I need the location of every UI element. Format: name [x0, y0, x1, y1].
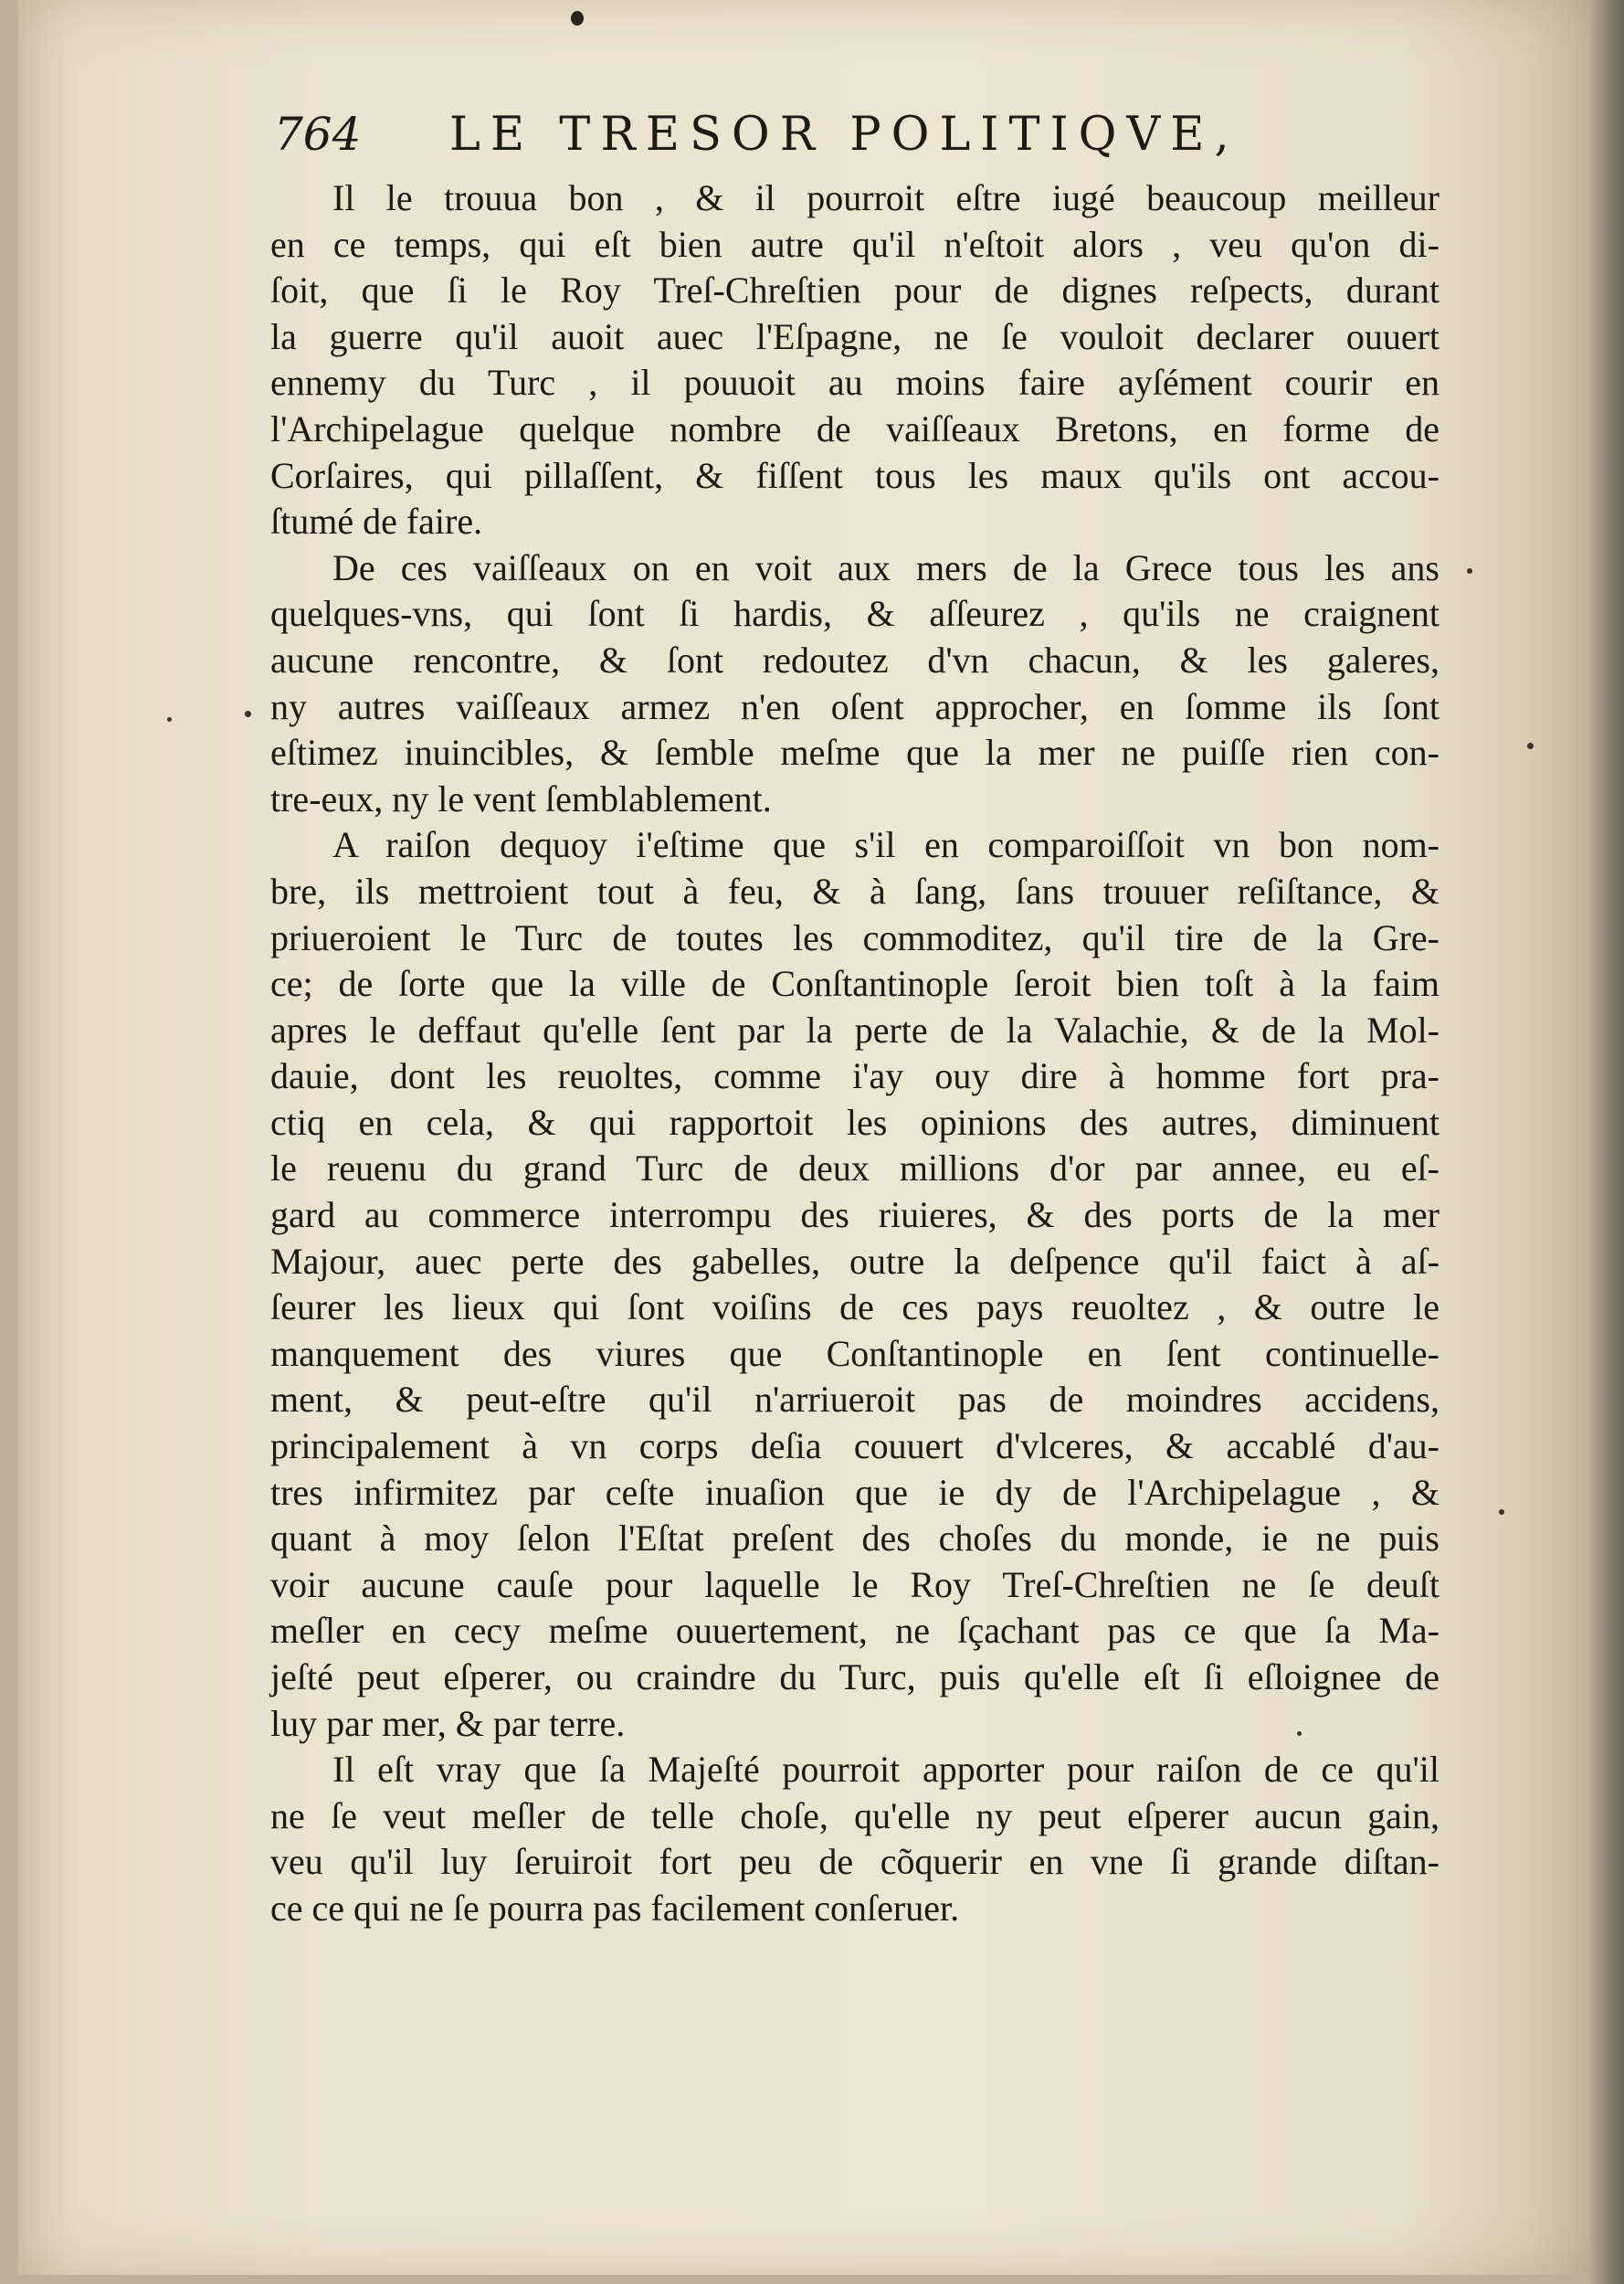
- text-line: ennemy du Turc , il pouuoit au moins faire ayſément courir en: [270, 362, 1439, 404]
- text-line: ce; de ſorte que la ville de Conſtantinople ſeroit bien toſt à la faim: [270, 963, 1439, 1005]
- text-line: luy par mer, & par terre.: [270, 1702, 626, 1744]
- text-line: ment, & peut-eſtre qu'il n'arriueroit pas de moindres accidens,: [270, 1379, 1439, 1421]
- text-line: quant à moy ſelon l'Eſtat preſent des choſes du monde, ie ne puis: [270, 1517, 1439, 1560]
- text-line: jeſté peut eſperer, ou craindre du Turc, puis qu'elle eſt ſi eſloignee de: [270, 1656, 1439, 1697]
- ink-speck: [167, 717, 172, 722]
- book-gutter-edge: [1589, 0, 1624, 2284]
- text-line: ctiq en cela, & qui rapportoit les opinions des autres, diminuent: [270, 1101, 1439, 1143]
- text-line: l'Archipelague quelque nombre de vaiſſeaux Bretons, en forme de: [270, 407, 1439, 449]
- text-line: ne ſe veut meſler de telle choſe, qu'elle ny peut eſperer aucun gain,: [270, 1794, 1439, 1836]
- ink-speck: [245, 711, 251, 717]
- paragraph: [270, 822, 1439, 1747]
- text-line: veu qu'il luy ſeruiroit fort peu de cõquerir en vne ſi grande diſtan-: [270, 1841, 1439, 1883]
- text-line: le reuenu du grand Turc de deux millions d'or par annee, eu eſ-: [270, 1147, 1439, 1190]
- paragraph: [270, 175, 1439, 545]
- text-line: quelques-vns, qui ſont ſi hardis, & aſſeurez , qu'ils ne craignent: [270, 593, 1439, 635]
- text-line: Il le trouua bon , & il pourroit eſtre iugé beaucoup meilleur: [332, 177, 1439, 218]
- text-line: A raiſon dequoy i'eſtime que s'il en comparoiſſoit vn bon nom-: [332, 824, 1439, 866]
- text-line: ſtumé de faire.: [270, 501, 483, 543]
- text-line: en ce temps, qui eſt bien autre qu'il n'eſtoit alors , veu qu'on di-: [270, 223, 1439, 265]
- text-line: voir aucune cauſe pour laquelle le Roy Treſ-Chreſtien ne ſe deuſt: [270, 1563, 1439, 1605]
- text-line: aucune rencontre, & ſont redoutez d'vn chacun, & les galeres,: [270, 639, 1439, 681]
- text-line: dauie, dont les reuoltes, comme i'ay ouy dire à homme fort pra-: [270, 1055, 1439, 1097]
- text-line: tre-eux, ny le vent ſemblablement.: [270, 777, 772, 819]
- text-line: bre, ils mettroient tout à feu, & à ſang, ſans trouuer reſiſtance, &: [270, 870, 1439, 912]
- text-line: tres infirmitez par ceſte inuaſion que ie dy de l'Archipelague , &: [270, 1471, 1439, 1513]
- text-line: Majour, auec perte des gabelles, outre la deſpence qu'il faict à aſ-: [270, 1240, 1439, 1282]
- text-line: ſoit, que ſi le Roy Treſ-Chreſtien pour de dignes reſpects, durant: [270, 270, 1439, 312]
- text-line: eſtimez inuincibles, & ſemble meſme que la mer ne puiſſe rien con-: [270, 732, 1439, 774]
- text-line: Corſaires, qui pillaſſent, & fiſſent tous les maux qu'ils ont accou-: [270, 454, 1439, 496]
- text-line: ce ce qui ne ſe pourra pas facilement conſeruer.: [270, 1887, 960, 1929]
- ink-speck: [1527, 743, 1534, 749]
- text-line: apres le deffaut qu'elle ſent par la perte de la Valachie, & de la Mol-: [270, 1009, 1439, 1051]
- ink-speck: [1499, 1509, 1504, 1515]
- text-line: manquement des viures que Conſtantinople en ſent continuelle-: [270, 1332, 1439, 1374]
- paragraph: [270, 1747, 1439, 1931]
- page-header: [274, 99, 1571, 172]
- text-line: De ces vaiſſeaux on en voit aux mers de la Grece tous les ans: [332, 546, 1439, 588]
- text-line: principalement à vn corps deſia couuert d'vlceres, & accablé d'au-: [270, 1425, 1439, 1467]
- text-line: la guerre qu'il auoit auec l'Eſpagne, ne ſe vouloit declarer ouuert: [270, 315, 1439, 357]
- text-line: meſler en cecy meſme ouuertement, ne ſçachant pas ce que ſa Ma-: [270, 1610, 1439, 1652]
- text-line: ny autres vaiſſeaux armez n'en oſent approcher, en ſomme ils ſont: [270, 685, 1439, 727]
- ink-speck: [571, 11, 584, 26]
- page-number: 764: [274, 108, 362, 161]
- body-text: [270, 175, 1439, 1932]
- text-line: priueroient le Turc de toutes les commoditez, qu'il tire de la Gre-: [270, 916, 1439, 958]
- text-line: gard au commerce interrompu des riuieres, & des ports de la mer: [270, 1194, 1439, 1236]
- text-line: ſeurer les lieux qui ſont voiſins de ces pays reuoltez , & outre le: [270, 1286, 1439, 1328]
- paragraph: [270, 545, 1439, 823]
- text-line: Il eſt vray que ſa Majeſté pourroit apporter pour raiſon de ce qu'il: [332, 1749, 1439, 1791]
- running-title: LE TRESOR POLITIQVE,: [449, 108, 1239, 162]
- ink-speck: [1467, 568, 1472, 574]
